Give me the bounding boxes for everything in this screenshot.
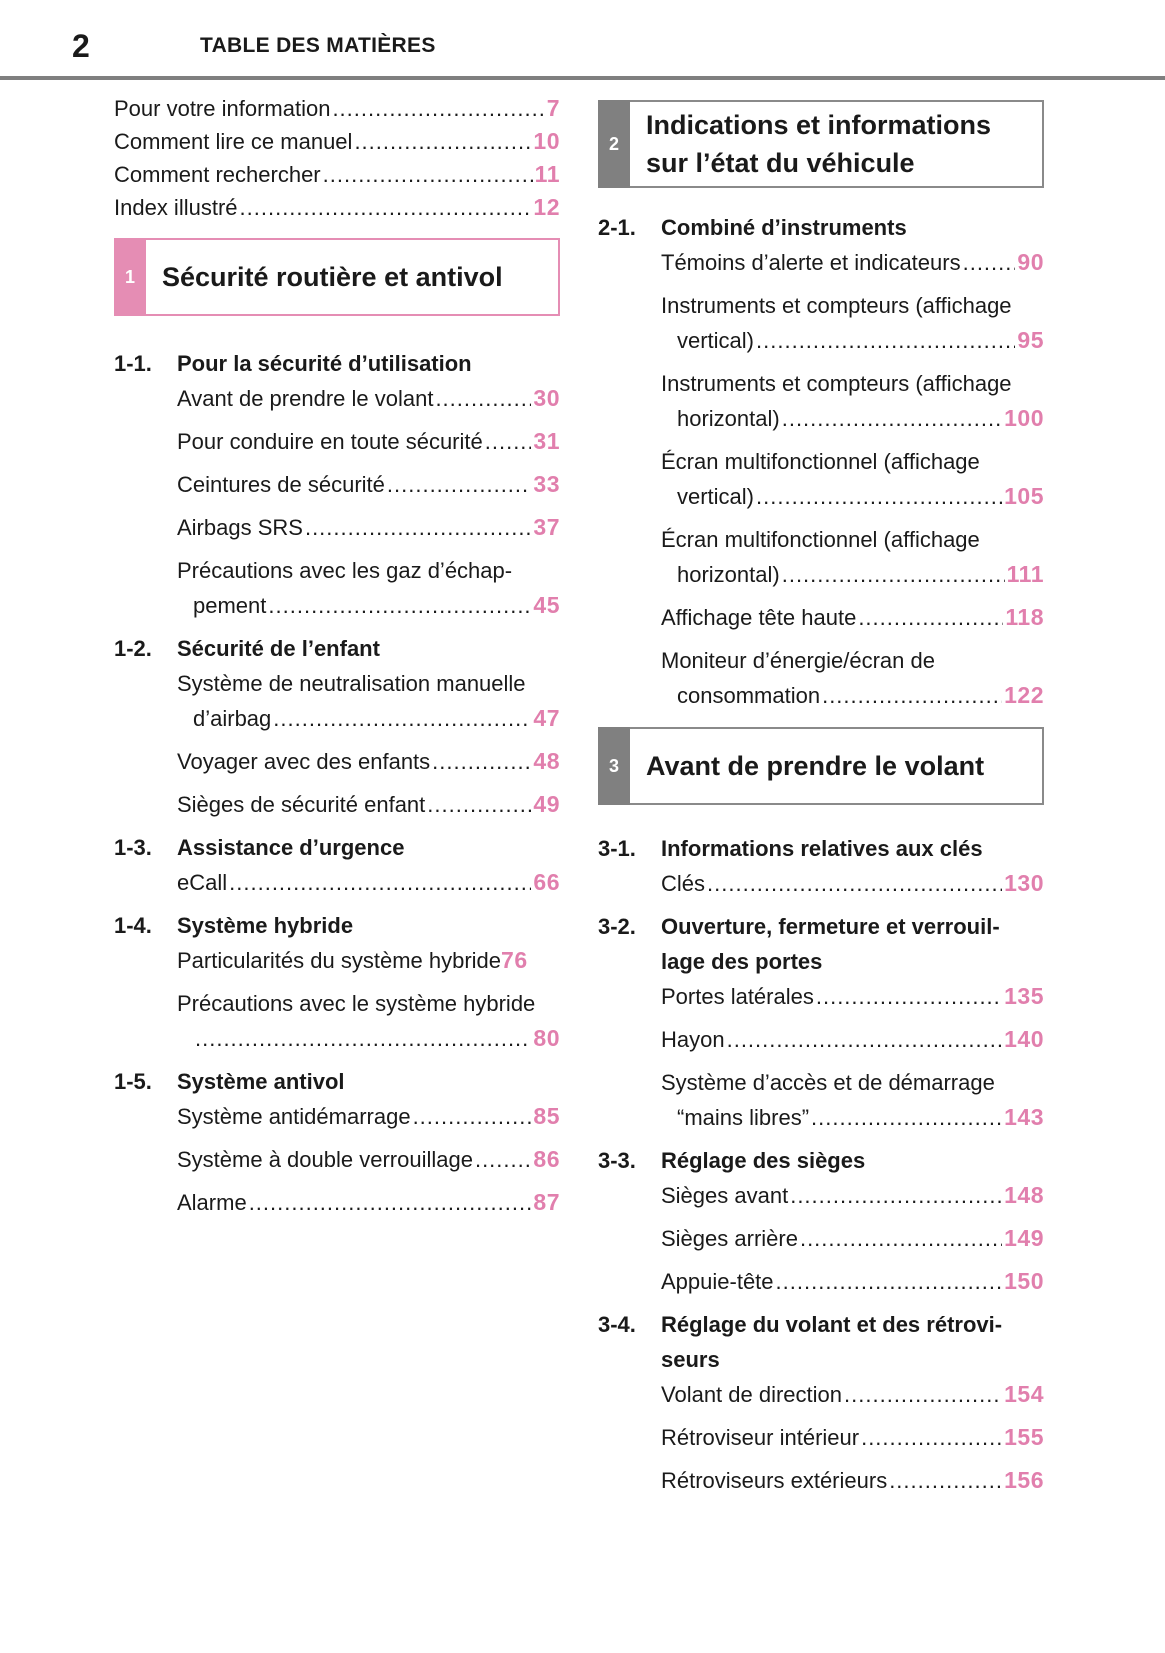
toc-entry[interactable]: Airbags SRS ..... 37: [177, 510, 560, 545]
page-ref: 47: [533, 705, 560, 731]
section-heading[interactable]: 1-5. Système antivol: [114, 1069, 345, 1094]
page-ref: 30: [533, 385, 560, 411]
toc-right-column: [598, 100, 1044, 1506]
section-heading[interactable]: 1-2. Sécurité de l’enfant: [114, 636, 380, 661]
page-ref: 148: [1004, 1182, 1044, 1208]
chapter-1-header[interactable]: [114, 238, 560, 316]
page-ref: 76: [501, 947, 528, 973]
toc-entry[interactable]: Rétroviseurs extérieurs ..... 156: [661, 1463, 1044, 1498]
page-ref: 11: [534, 161, 560, 187]
page-header-title: TABLE DES MATIÈRES: [200, 34, 436, 57]
toc-entry[interactable]: Moniteur d’énergie/écran de consommation ..... 122: [661, 643, 1044, 713]
page-ref: 118: [1005, 604, 1044, 630]
toc-entry[interactable]: eCall ..... 66: [177, 865, 560, 900]
chapter-title: Sécurité routière et antivol: [162, 262, 503, 292]
page-ref: 87: [533, 1189, 560, 1215]
toc-entry[interactable]: Voyager avec des enfants ..... 48: [177, 744, 560, 779]
section-items: [661, 1178, 1044, 1299]
toc-entry[interactable]: Instruments et compteurs (affichage vertical) ..... 95: [661, 288, 1044, 358]
section-heading[interactable]: 3-4. Réglage du volant et des rétrovi- seurs: [598, 1312, 1003, 1372]
section-items: [177, 381, 560, 623]
page-ref: 156: [1004, 1467, 1044, 1493]
toc-entry[interactable]: Pour conduire en toute sécurité ..... 31: [177, 424, 560, 459]
toc-entry[interactable]: Index illustré ..... 12: [114, 191, 560, 224]
page-ref: 12: [533, 194, 560, 220]
section-heading[interactable]: 1-4. Système hybride: [114, 913, 354, 938]
section-items: [661, 245, 1044, 713]
section-items: [661, 1377, 1044, 1498]
toc-entry[interactable]: Comment lire ce manuel ..... 10: [114, 125, 560, 158]
page-ref: 154: [1004, 1381, 1044, 1407]
page-ref: 143: [1004, 1104, 1044, 1130]
toc-entry[interactable]: Écran multifonctionnel (affichage horizontal) ..... 111: [661, 522, 1044, 592]
section-items: [177, 1099, 560, 1220]
section-heading[interactable]: 3-3. Réglage des sièges: [598, 1148, 866, 1173]
toc-entry[interactable]: Système d’accès et de démarrage “mains libres” ..... 143: [661, 1065, 1044, 1135]
toc-entry[interactable]: Volant de direction ..... 154: [661, 1377, 1044, 1412]
section-items: [177, 666, 560, 822]
toc-entry[interactable]: Appuie-tête ..... 150: [661, 1264, 1044, 1299]
toc-entry[interactable]: Système de neutralisation manuelle d’airbag ..... 47: [177, 666, 560, 736]
toc-entry[interactable]: Sièges de sécurité enfant ..... 49: [177, 787, 560, 822]
chapter-3-header[interactable]: [598, 727, 1044, 805]
section-heading[interactable]: 3-1. Informations relatives aux clés: [598, 836, 983, 861]
page-ref: 111: [1006, 561, 1044, 587]
page-ref: 49: [533, 791, 560, 817]
toc-entry[interactable]: Sièges avant ..... 148: [661, 1178, 1044, 1213]
toc-entry[interactable]: Précautions avec le système hybride ..... 80: [177, 986, 560, 1056]
section-items: [177, 865, 560, 900]
chapter-2-header[interactable]: [598, 100, 1044, 188]
toc-entry[interactable]: Hayon ..... 140: [661, 1022, 1044, 1057]
intro-entries: [114, 92, 560, 224]
toc-entry[interactable]: Alarme ..... 87: [177, 1185, 560, 1220]
page-ref: 122: [1004, 682, 1044, 708]
section-heading[interactable]: 3-2. Ouverture, fermeture et verrouil- lage des portes: [598, 914, 1000, 974]
toc-entry[interactable]: Affichage tête haute ..... 118: [661, 600, 1044, 635]
page-ref: 100: [1004, 405, 1044, 431]
page-ref: 149: [1004, 1225, 1044, 1251]
page-number: 2: [72, 28, 91, 64]
toc-entry[interactable]: Rétroviseur intérieur ..... 155: [661, 1420, 1044, 1455]
page-ref: 45: [533, 592, 560, 618]
page-ref: 150: [1004, 1268, 1044, 1294]
chapter-number-tab: 3: [598, 727, 630, 805]
page-ref: 135: [1004, 983, 1044, 1009]
toc-left-column: [114, 92, 560, 1228]
page-ref: 95: [1017, 327, 1044, 353]
toc-entry[interactable]: Particularités du système hybride 76: [177, 943, 560, 978]
toc-entry[interactable]: Précautions avec les gaz d’échap- pement ..... 45: [177, 553, 560, 623]
toc-entry[interactable]: Témoins d’alerte et indicateurs ..... 90: [661, 245, 1044, 280]
section-items: [661, 866, 1044, 901]
page-ref: 90: [1017, 249, 1044, 275]
page-ref: 7: [546, 95, 560, 121]
toc-entry[interactable]: Portes latérales ..... 135: [661, 979, 1044, 1014]
header-divider: [0, 76, 1165, 80]
toc-entry[interactable]: Écran multifonctionnel (affichage vertical) ..... 105: [661, 444, 1044, 514]
page-ref: 140: [1004, 1026, 1044, 1052]
section-heading[interactable]: 1-1. Pour la sécurité d’utilisation: [114, 351, 472, 376]
section-items: [661, 979, 1044, 1135]
chapter-number-tab: 1: [114, 238, 146, 316]
page-ref: 85: [533, 1103, 560, 1129]
page-ref: 86: [533, 1146, 560, 1172]
section-heading[interactable]: 1-3. Assistance d’urgence: [114, 835, 405, 860]
page-ref: 155: [1004, 1424, 1044, 1450]
toc-entry[interactable]: Instruments et compteurs (affichage horizontal) ..... 100: [661, 366, 1044, 436]
toc-entry[interactable]: Pour votre information ..... 7: [114, 92, 560, 125]
toc-entry[interactable]: Système à double verrouillage ..... 86: [177, 1142, 560, 1177]
toc-entry[interactable]: Clés ..... 130: [661, 866, 1044, 901]
toc-entry[interactable]: Avant de prendre le volant ..... 30: [177, 381, 560, 416]
chapter-title: Avant de prendre le volant: [646, 751, 985, 781]
page-ref: 10: [533, 128, 560, 154]
page-ref: 66: [533, 869, 560, 895]
page-ref: 80: [533, 1025, 560, 1051]
toc-entry[interactable]: Sièges arrière ..... 149: [661, 1221, 1044, 1256]
page-ref: 48: [533, 748, 560, 774]
chapter-number-tab: 2: [598, 100, 630, 188]
page-ref: 130: [1004, 870, 1044, 896]
page-ref: 105: [1004, 483, 1044, 509]
section-heading[interactable]: 2-1. Combiné d’instruments: [598, 215, 907, 240]
page-ref: 31: [533, 428, 560, 454]
page-ref: 33: [533, 471, 560, 497]
section-items: [177, 943, 560, 1056]
toc-entry[interactable]: Comment rechercher ..... 11: [114, 158, 560, 191]
chapter-title: Indications et informations sur l’état du véhicule: [646, 110, 992, 178]
toc-entry[interactable]: Système antidémarrage ..... 85: [177, 1099, 560, 1134]
page-ref: 37: [533, 514, 560, 540]
toc-entry[interactable]: Ceintures de sécurité ..... 33: [177, 467, 560, 502]
